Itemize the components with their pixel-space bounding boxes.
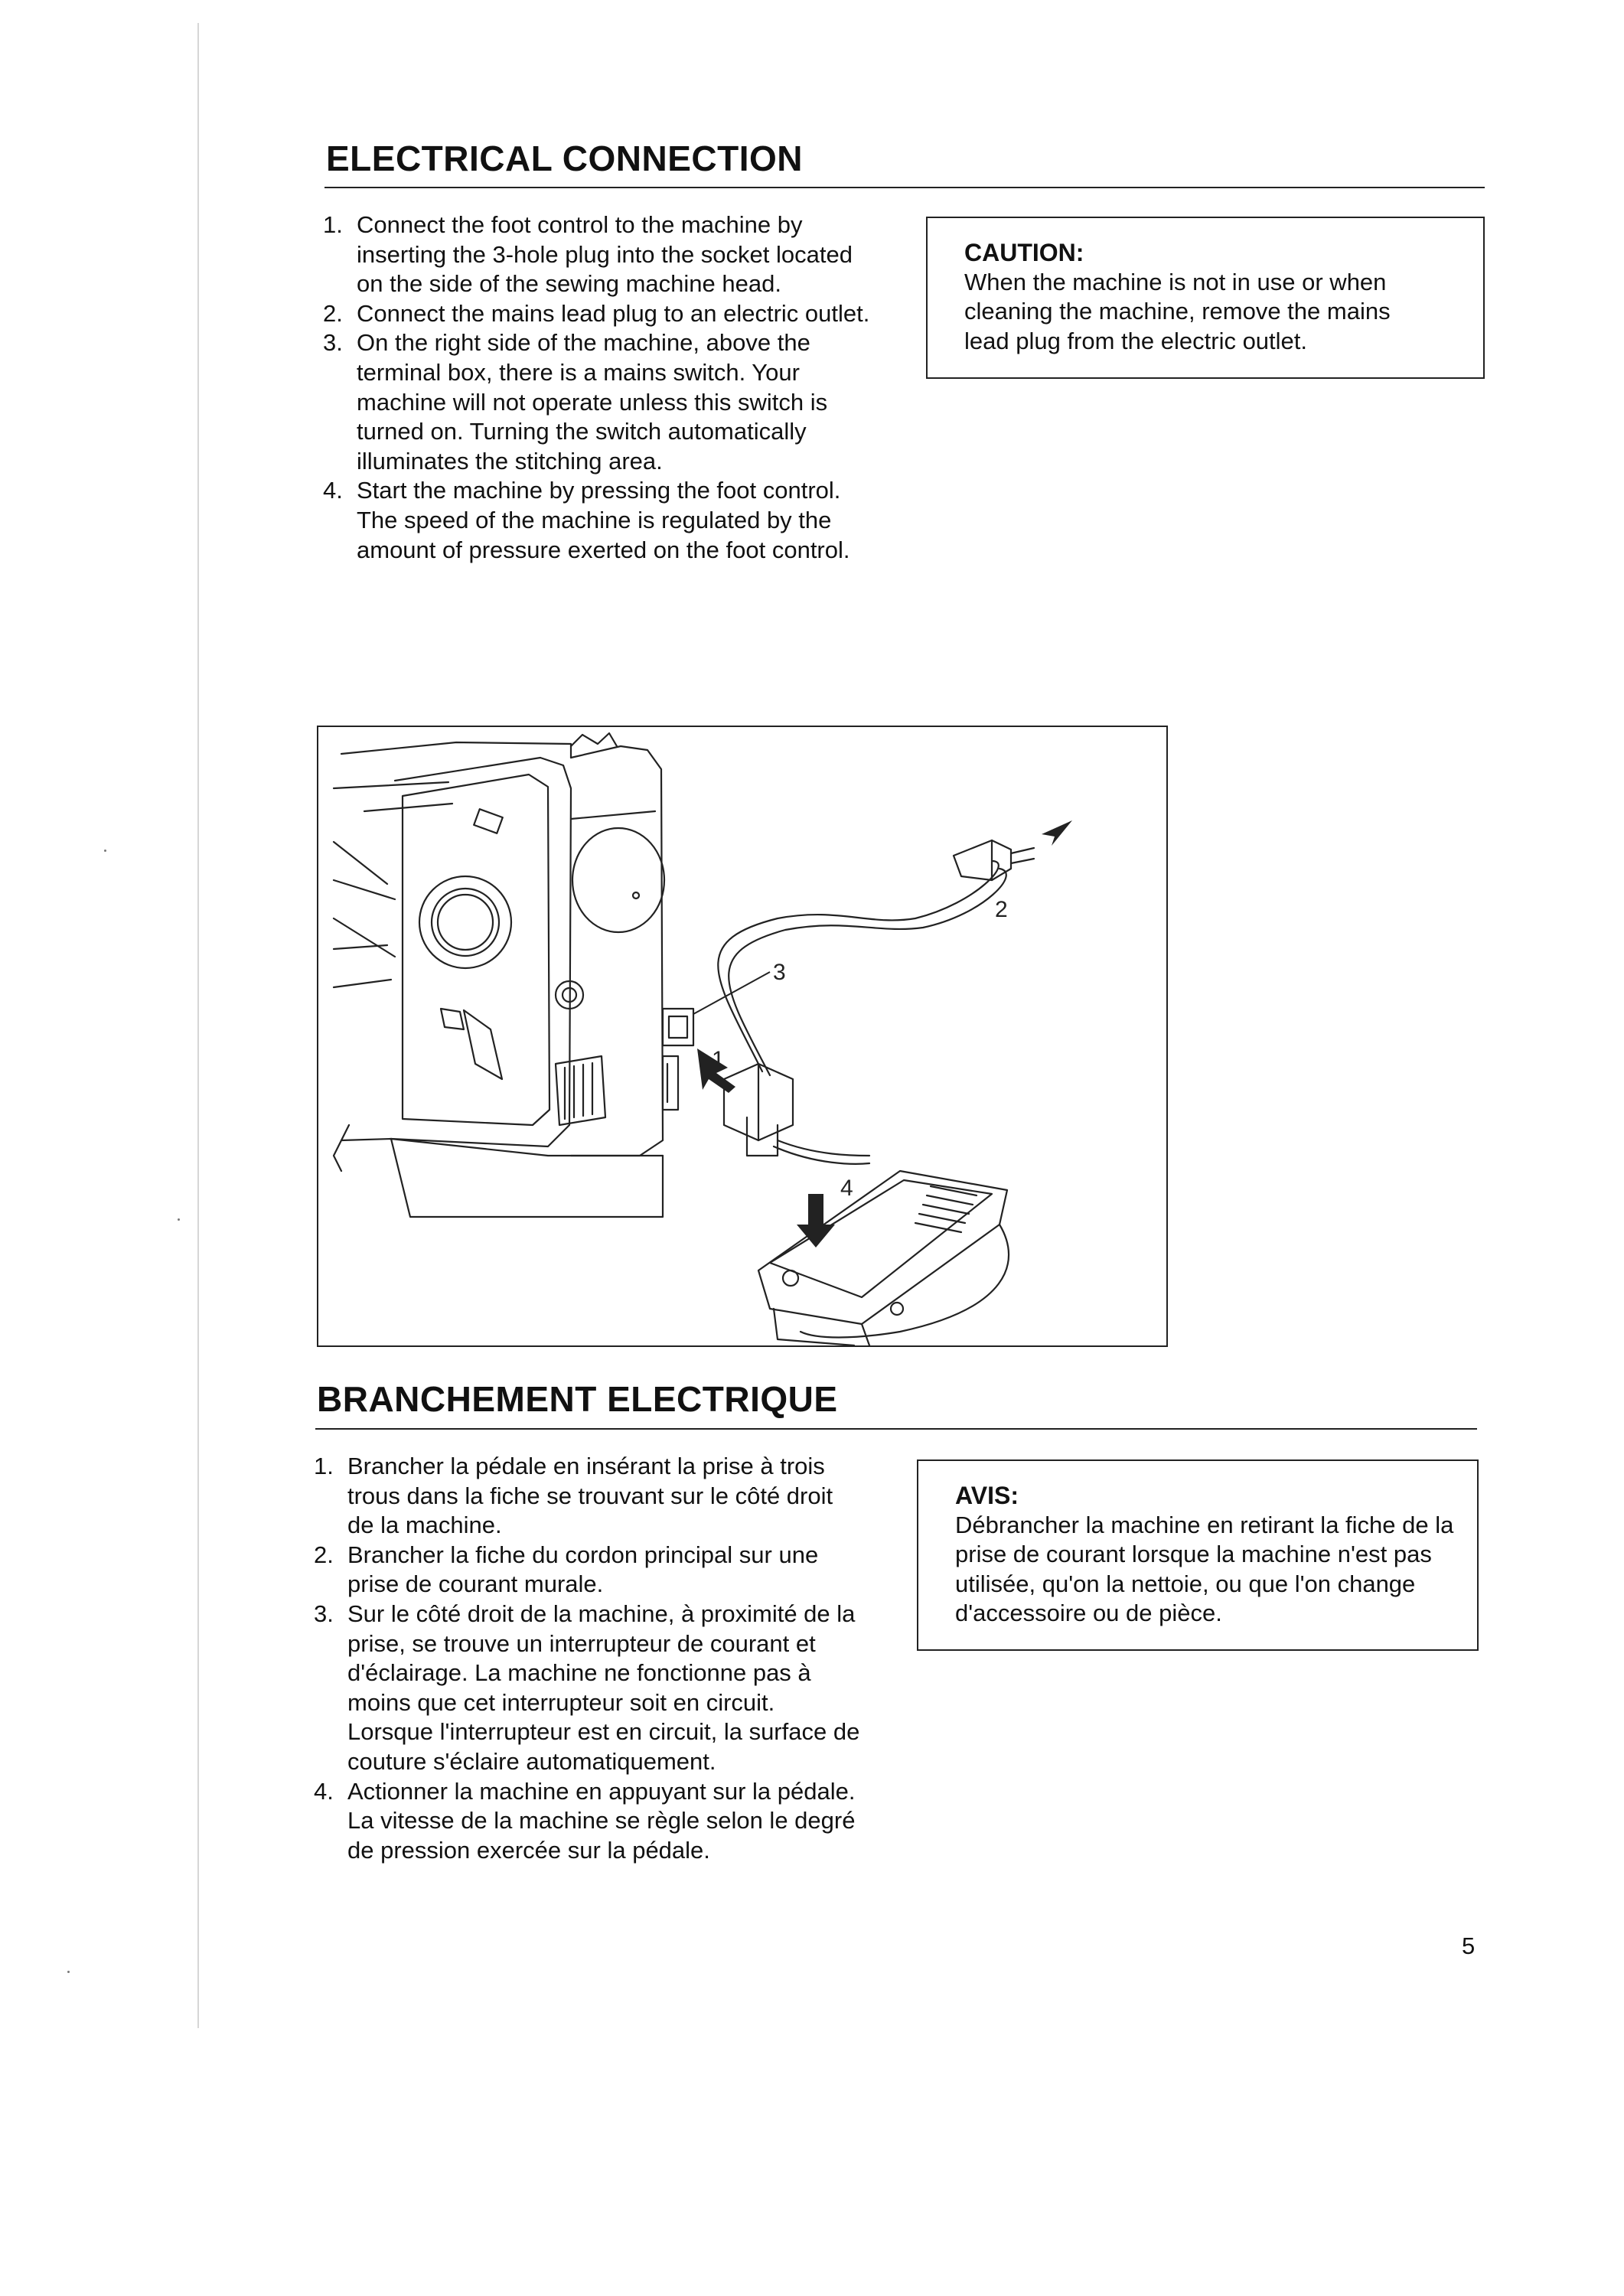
sewing-machine-drawing xyxy=(318,727,1166,1345)
english-heading-rule xyxy=(324,187,1485,188)
step-number: 3. xyxy=(314,1600,334,1627)
step-number: 3. xyxy=(323,329,343,357)
english-step-2 xyxy=(323,299,905,329)
step-line: Lorsque l'interrupteur est en circuit, la surface de xyxy=(347,1718,860,1746)
callout-1: 1 xyxy=(712,1047,725,1072)
step-number: 2. xyxy=(323,299,343,327)
step-line: Actionner la machine en appuyant sur la pédale. xyxy=(347,1777,856,1805)
step-line: turned on. Turning the switch automatically xyxy=(357,418,807,445)
step-number: 2. xyxy=(314,1541,334,1568)
caution-line: lead plug from the electric outlet. xyxy=(964,327,1308,354)
step-line: couture s'éclaire automatiquement. xyxy=(347,1747,716,1775)
french-step-1 xyxy=(314,1452,895,1541)
avis-title: AVIS: xyxy=(955,1482,1019,1509)
english-step-4 xyxy=(323,476,905,565)
page-number: 5 xyxy=(1462,1932,1476,1959)
binding-edge-line xyxy=(197,23,199,2028)
step-line: prise, se trouve un interrupteur de courant et xyxy=(347,1629,816,1657)
step-number: 1. xyxy=(314,1453,334,1479)
caution-box xyxy=(926,217,1485,379)
step-line: Connect the mains lead plug to an electric outlet. xyxy=(357,299,870,327)
avis-line: Débrancher la machine en retirant la fiche de la xyxy=(955,1511,1454,1538)
step-number: 1. xyxy=(323,211,343,238)
step-number: 4. xyxy=(314,1777,334,1805)
scan-speck xyxy=(104,850,106,852)
step-line: prise de courant murale. xyxy=(347,1570,604,1598)
connection-illustration xyxy=(317,726,1168,1347)
french-step-3 xyxy=(314,1600,895,1777)
english-step-3 xyxy=(323,328,905,476)
english-steps-list xyxy=(323,210,905,565)
callout-4: 4 xyxy=(840,1176,853,1201)
step-line: La vitesse de la machine se règle selon le degré xyxy=(347,1807,856,1835)
step-line: de la machine. xyxy=(347,1512,502,1539)
callout-3: 3 xyxy=(773,960,786,985)
step-line: on the side of the sewing machine head. xyxy=(357,270,781,298)
step-line: trous dans la fiche se trouvant sur le côté droit xyxy=(347,1482,833,1509)
step-line: inserting the 3-hole plug into the socket located xyxy=(357,240,853,268)
step-line: The speed of the machine is regulated by the xyxy=(357,506,832,533)
french-step-4 xyxy=(314,1777,895,1866)
caution-line: cleaning the machine, remove the mains xyxy=(964,298,1391,325)
step-line: On the right side of the machine, above the xyxy=(357,329,810,357)
scan-speck xyxy=(67,1971,70,1973)
avis-line: utilisée, qu'on la nettoie, ou que l'on change xyxy=(955,1570,1416,1597)
step-line: Brancher la pédale en insérant la prise à trois xyxy=(347,1453,825,1479)
french-steps-list xyxy=(314,1452,895,1865)
avis-line: prise de courant lorsque la machine n'est pas xyxy=(955,1541,1432,1568)
step-line: Start the machine by pressing the foot control. xyxy=(357,477,841,504)
scan-speck xyxy=(178,1218,180,1221)
french-step-2 xyxy=(314,1541,895,1600)
english-step-1 xyxy=(323,210,905,299)
step-line: Brancher la fiche du cordon principal sur une xyxy=(347,1541,819,1568)
caution-title: CAUTION: xyxy=(964,239,1084,266)
french-heading-rule xyxy=(315,1428,1477,1430)
step-line: Connect the foot control to the machine by xyxy=(357,211,803,238)
step-line: d'éclairage. La machine ne fonctionne pas à xyxy=(347,1659,811,1687)
english-heading: ELECTRICAL CONNECTION xyxy=(326,139,803,178)
step-line: Sur le côté droit de la machine, à proximité de la xyxy=(347,1600,856,1627)
step-line: illuminates the stitching area. xyxy=(357,447,663,475)
step-line: terminal box, there is a mains switch. Your xyxy=(357,358,800,386)
callout-2: 2 xyxy=(995,897,1008,922)
avis-line: d'accessoire ou de pièce. xyxy=(955,1600,1222,1627)
french-heading: BRANCHEMENT ELECTRIQUE xyxy=(317,1379,838,1419)
step-line: de pression exercée sur la pédale. xyxy=(347,1836,710,1864)
step-line: moins que cet interrupteur soit en circuit. xyxy=(347,1688,775,1716)
step-number: 4. xyxy=(323,477,343,504)
caution-line: When the machine is not in use or when xyxy=(964,268,1387,295)
avis-box xyxy=(917,1459,1479,1651)
step-line: machine will not operate unless this switch is xyxy=(357,388,828,416)
step-line: amount of pressure exerted on the foot control. xyxy=(357,536,850,563)
